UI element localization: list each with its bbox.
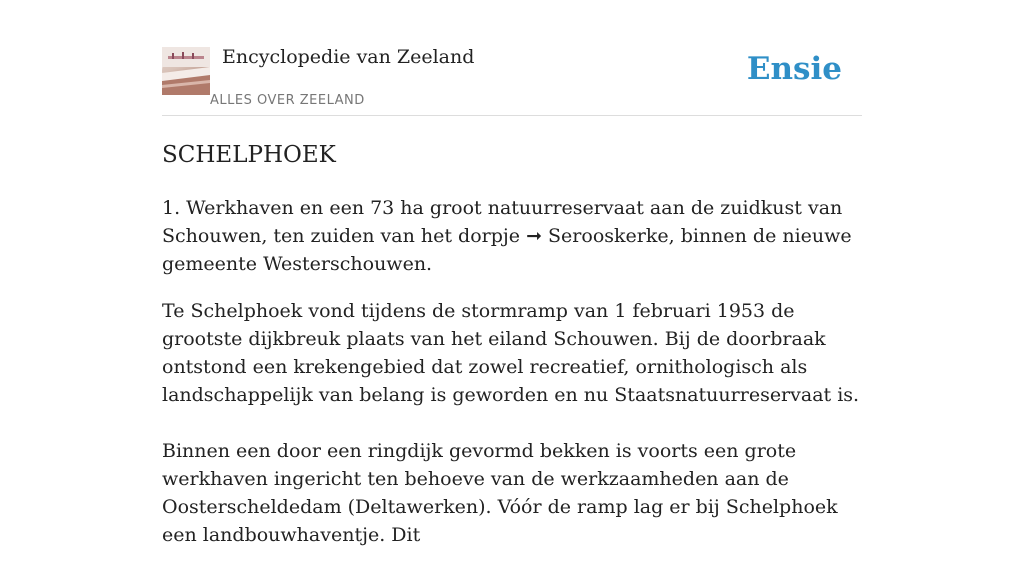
paragraph-1-tail: , binnen de nieuwe gemeente Westerschouwen. (162, 225, 852, 275)
paragraph-3: Binnen een door een ringdijk gevormd bekken is voorts een grote werkhaven ingericht ten behoeve van de werkzaamheden aan de Oosterscheldedam (Deltawerken). Vóór de ramp lag er bij Schelphoek een landbouwhaventje. Dit (162, 440, 838, 546)
entry-title: SCHELPHOEK (162, 142, 336, 168)
site-logo-image (162, 47, 210, 95)
cross-reference-link[interactable] (526, 225, 669, 247)
site-title[interactable]: Encyclopedie van Zeeland (222, 46, 475, 68)
site-subtitle: ALLES OVER ZEELAND (210, 93, 365, 108)
cross-reference-label: Serooskerke (542, 225, 669, 247)
site-header (162, 44, 862, 116)
article (162, 140, 862, 568)
paragraph-2: Te Schelphoek vond tijdens de stormramp van 1 februari 1953 de grootste dijkbreuk plaats van het eiland Schouwen. Bij de doorbraak ontstond een krekengebied dat zowel recreatief, ornithologisch als landschappelijk van belang is geworden en nu Staatsnatuurreservaat is. (162, 300, 860, 406)
site-avatar[interactable] (162, 47, 210, 95)
arrow-right-icon: ➞ (526, 225, 542, 247)
paragraph-1 (162, 194, 862, 278)
paragraph-1-text: 1. Werkhaven en een 73 ha groot natuurreservaat aan de zuidkust van Schouwen, ten zuiden van het dorpje (162, 197, 843, 247)
ensie-logo-link[interactable]: Ensie (746, 51, 842, 87)
